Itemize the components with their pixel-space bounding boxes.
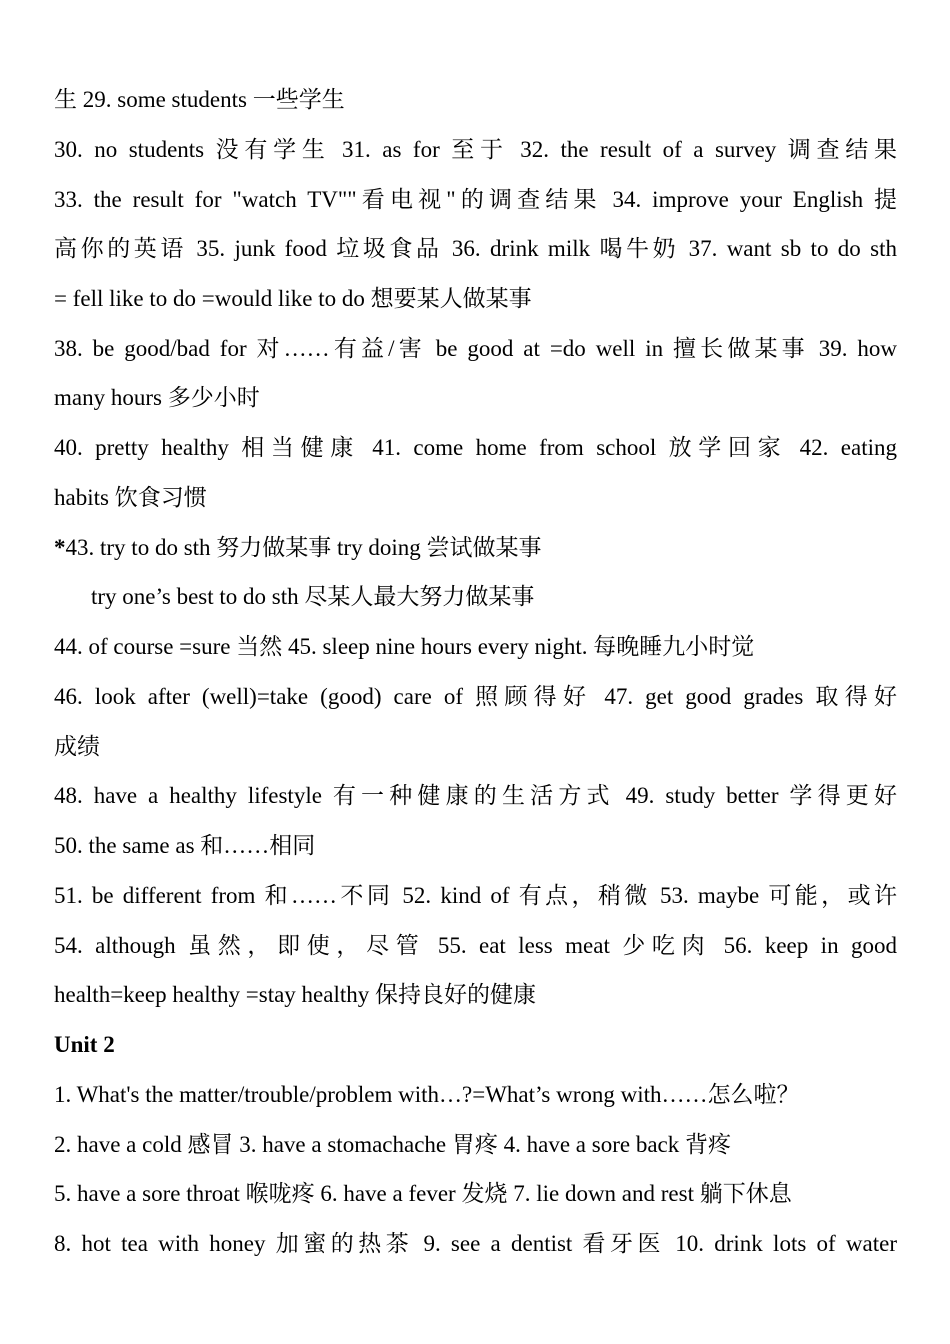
text-line-7: many hours 多少小时: [54, 385, 260, 410]
text-line-5: = fell like to do =would like to do 想要某人做某事: [54, 286, 532, 311]
text-line-6: 38. be good/bad for 对……有益/害 be good at =do well in 擅长做某事 39. how: [54, 336, 897, 361]
text-line-23: 5. have a sore throat 喉咙疼 6. have a fever 发烧 7. lie down and rest 躺下休息: [54, 1181, 792, 1206]
text-line-12: 44. of course =sure 当然 45. sleep nine hours every night. 每晚睡九小时觉: [54, 634, 755, 659]
text-line-9: habits 饮食习惯: [54, 485, 207, 510]
star-marker: *: [54, 535, 66, 560]
text-line-17: 51. be different from 和……不同 52. kind of 有点，稍微 53. maybe 可能，或许: [54, 883, 897, 908]
text-line-3: 33. the result for "watch TV""看电视"的调查结果 34. improve your English 提: [54, 187, 897, 212]
text-line-19: health=keep healthy =stay healthy 保持良好的健康: [54, 982, 537, 1007]
text-line-4: 高你的英语 35. junk food 垃圾食品 36. drink milk 喝牛奶 37. want sb to do sth: [54, 236, 897, 261]
text-line-11: try one’s best to do sth 尽某人最大努力做某事: [91, 584, 535, 609]
text-line-14: 成绩: [54, 734, 100, 759]
text-line-16: 50. the same as 和……相同: [54, 833, 316, 858]
text-line-2: 30. no students 没有学生 31. as for 至于 32. the result of a survey 调查结果: [54, 137, 897, 162]
section-heading-unit-2: Unit 2: [54, 1032, 115, 1057]
text-line-13: 46. look after (well)=take (good) care of 照顾得好 47. get good grades 取得好: [54, 684, 897, 709]
text-line-21: 1. What's the matter/trouble/problem with…?=What’s wrong with……怎么啦？: [54, 1082, 800, 1107]
text-line-8: 40. pretty healthy 相当健康 41. come home from school 放学回家 42. eating: [54, 435, 897, 460]
text-line-15: 48. have a healthy lifestyle 有一种健康的生活方式 49. study better 学得更好: [54, 783, 897, 808]
text-line-22: 2. have a cold 感冒 3. have a stomachache 胃疼 4. have a sore back 背疼: [54, 1132, 731, 1157]
text-line-18: 54. although 虽然，即使，尽管 55. eat less meat 少吃肉 56. keep in good: [54, 933, 897, 958]
text-line-10: [54, 528, 897, 568]
text-line-1: 生 29. some students 一些学生: [54, 87, 345, 112]
text-line-10-content: 43. try to do sth 努力做某事 try doing 尝试做某事: [65, 535, 542, 560]
text-line-24: 8. hot tea with honey 加蜜的热茶 9. see a dentist 看牙医 10. drink lots of water: [54, 1231, 897, 1256]
